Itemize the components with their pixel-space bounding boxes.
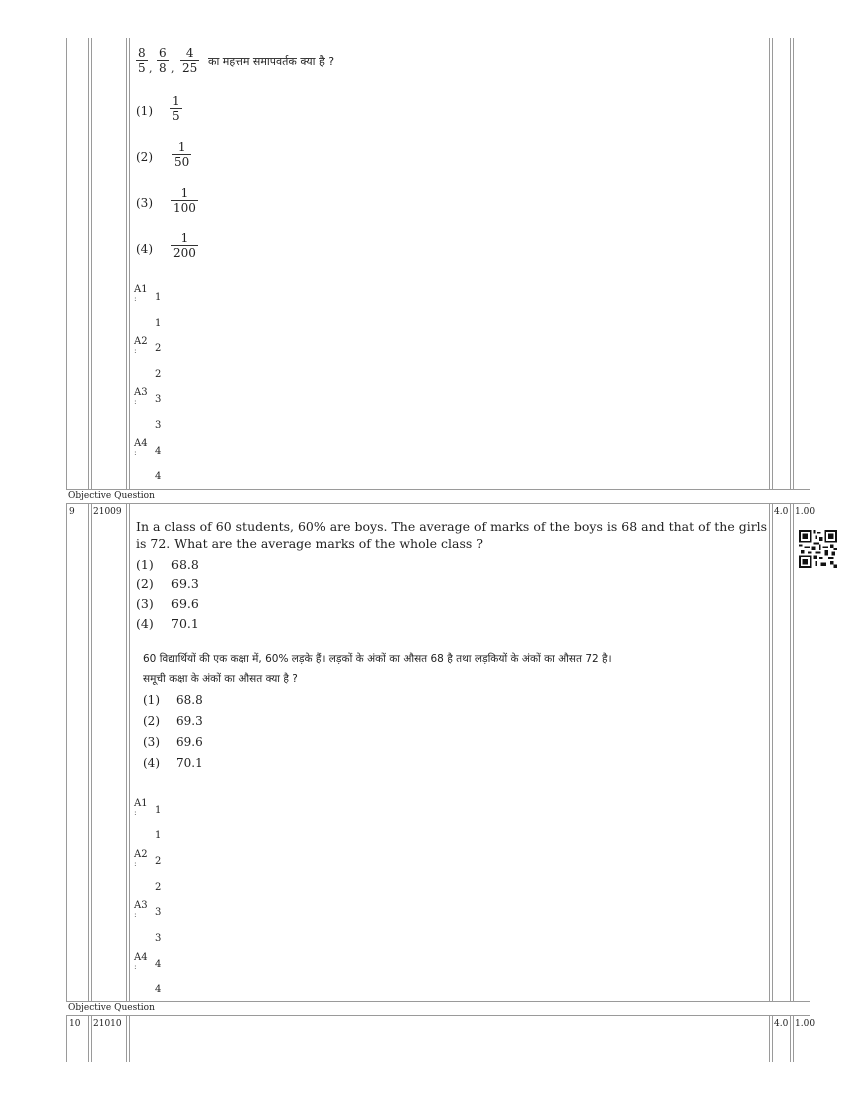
q8-option-label: (2) bbox=[136, 150, 153, 164]
option-value: 68.8 bbox=[171, 557, 199, 572]
qr-code-icon bbox=[799, 530, 837, 568]
question-negative-marks: 1.00 bbox=[795, 507, 816, 517]
answer-value: 2 bbox=[155, 343, 162, 354]
option-label: (3) bbox=[136, 596, 154, 611]
option-label: (1) bbox=[143, 693, 160, 707]
option-value: 70.1 bbox=[176, 756, 203, 770]
answer-value: 3 bbox=[155, 907, 162, 918]
q8-fraction-3: $\frac{4}{25}$ bbox=[182, 46, 198, 75]
answer-label: A4 : bbox=[134, 438, 148, 457]
answer-value: 1 bbox=[155, 292, 162, 303]
answer-label: A3 : bbox=[134, 900, 148, 919]
answer-value: 3 bbox=[155, 933, 162, 944]
option-value: 69.3 bbox=[171, 576, 199, 591]
answer-label: A2 : bbox=[134, 336, 148, 355]
answer-label: A2 : bbox=[134, 849, 148, 868]
q8-option-value: $\frac{1}{50}$ bbox=[174, 140, 190, 169]
question-number: 10 bbox=[69, 1019, 81, 1029]
q8-option-value: $\frac{1}{5}$ bbox=[172, 94, 180, 123]
answer-value: 4 bbox=[155, 984, 162, 995]
question-id: 21009 bbox=[93, 507, 122, 517]
answer-value: 4 bbox=[155, 471, 162, 482]
answer-value: 4 bbox=[155, 959, 162, 970]
answer-value: 2 bbox=[155, 369, 162, 380]
answer-label: A1 : bbox=[134, 284, 148, 303]
question-marks: 4.0 bbox=[774, 1019, 789, 1029]
answer-value: 3 bbox=[155, 420, 162, 431]
answer-value: 2 bbox=[155, 882, 162, 893]
option-label: (1) bbox=[136, 557, 154, 572]
answer-value: 1 bbox=[155, 318, 162, 329]
option-label: (2) bbox=[136, 576, 154, 591]
answer-value: 3 bbox=[155, 394, 162, 405]
option-value: 69.3 bbox=[176, 714, 203, 728]
option-value: 68.8 bbox=[176, 693, 203, 707]
answer-label: A4 : bbox=[134, 952, 148, 971]
option-value: 69.6 bbox=[171, 596, 199, 611]
answer-value: 1 bbox=[155, 830, 162, 841]
q8-fraction-1: $\frac{8}{5}$ bbox=[138, 46, 146, 75]
question-marks: 4.0 bbox=[774, 507, 789, 517]
q8-option-value: $\frac{1}{100}$ bbox=[173, 186, 196, 215]
question-number: 9 bbox=[69, 507, 75, 517]
question-id: 21010 bbox=[93, 1019, 122, 1029]
option-label: (2) bbox=[143, 714, 160, 728]
question-type-label: Objective Question bbox=[68, 491, 155, 501]
answer-value: 2 bbox=[155, 856, 162, 867]
q8-option-label: (4) bbox=[136, 242, 153, 256]
q8-option-value: $\frac{1}{200}$ bbox=[173, 231, 196, 260]
answer-label: A1 : bbox=[134, 798, 148, 817]
option-label: (4) bbox=[136, 616, 154, 631]
question-negative-marks: 1.00 bbox=[795, 1019, 816, 1029]
option-value: 69.6 bbox=[176, 735, 203, 749]
question-type-label: Objective Question bbox=[68, 1003, 155, 1013]
q8-option-label: (3) bbox=[136, 196, 153, 210]
q8-hindi-text: का महत्तम समापवर्तक क्या है ? bbox=[208, 55, 335, 68]
answer-value: 1 bbox=[155, 805, 162, 816]
option-value: 70.1 bbox=[171, 616, 199, 631]
option-label: (3) bbox=[143, 735, 160, 749]
answer-label: A3 : bbox=[134, 387, 148, 406]
answer-value: 4 bbox=[155, 446, 162, 457]
q8-option-label: (1) bbox=[136, 104, 153, 118]
q8-fraction-2: $\frac{6}{8}$ bbox=[159, 46, 167, 75]
option-label: (4) bbox=[143, 756, 160, 770]
